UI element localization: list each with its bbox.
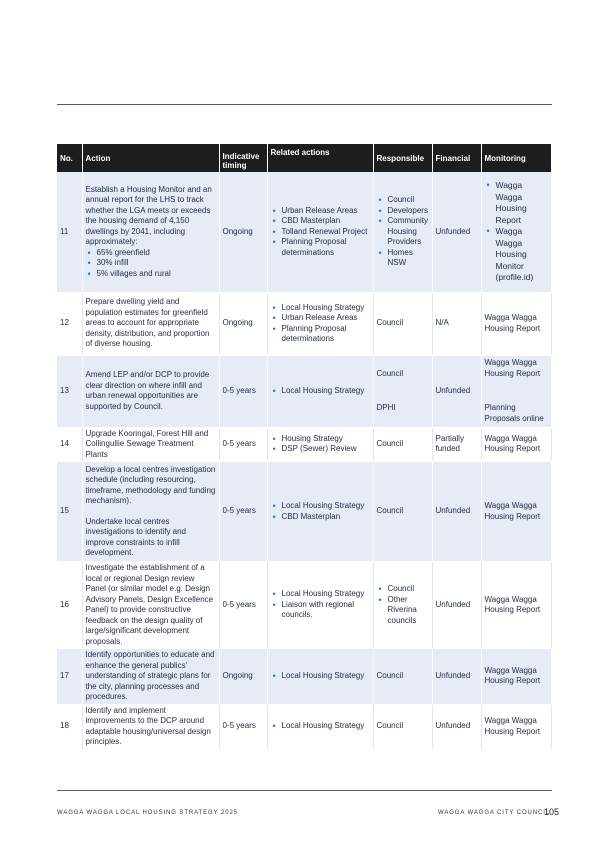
- list-item: • Local Housing Strategy: [282, 303, 370, 314]
- timing-cell: 0-5 years: [219, 355, 267, 427]
- header-monitoring: Monitoring: [481, 144, 551, 172]
- responsible-secondary: DPHI: [376, 403, 396, 412]
- related-cell: [267, 355, 373, 427]
- monitoring-cell: [481, 172, 551, 292]
- related-cell: [267, 649, 373, 705]
- timing-cell: Ongoing: [219, 172, 267, 292]
- list-item: • Urban Release Areas: [282, 206, 370, 217]
- action-cell: [82, 172, 219, 292]
- responsible-cell: Council: [373, 704, 432, 749]
- list-item: • Tolland Renewal Project: [282, 227, 370, 238]
- row-number: 11: [57, 172, 82, 292]
- monitoring-cell: Wagga Wagga Housing Report: [481, 704, 551, 749]
- list-item: • Local Housing Strategy: [282, 589, 370, 600]
- action-cell: Prepare dwelling yield and population estimates for greenfield areas to account for appropriate density, distribution, and proportion of diverse housing.: [82, 292, 219, 355]
- list-item: • Local Housing Strategy: [282, 386, 370, 397]
- table-row: [57, 355, 551, 427]
- action-cell: Investigate the establishment of a local or regional Design review Panel (or similar model e.g. Design Advisory Panels, Design Excellence Panel) to provide constructive feedback on the design quality of large/significant development proposals.: [82, 562, 219, 649]
- table-header-row: [57, 144, 551, 172]
- row-number: 14: [57, 427, 82, 462]
- responsible-primary: Council: [376, 368, 404, 378]
- action-bullets: [86, 248, 216, 280]
- list-item: • 5% villages and rural: [97, 269, 216, 280]
- top-rule: [57, 104, 552, 105]
- header-financial: Financial: [432, 144, 481, 172]
- header-timing: Indicative timing: [219, 144, 267, 172]
- financial-cell: Unfunded: [432, 172, 481, 292]
- related-cell: [267, 427, 373, 462]
- list-item: • 30% infill: [97, 258, 216, 269]
- list-item: • 65% greenfield: [97, 248, 216, 259]
- list-item: • CBD Masterplan: [282, 216, 370, 227]
- row-number: 15: [57, 462, 82, 562]
- list-item: • Planning Proposal determinations: [282, 237, 370, 258]
- timing-cell: 0-5 years: [219, 562, 267, 649]
- list-item: • Developers: [388, 206, 429, 217]
- table-row: [57, 462, 551, 562]
- monitoring-cell: [481, 355, 551, 427]
- responsible-cell: Council: [373, 649, 432, 705]
- responsible-cell: [373, 562, 432, 649]
- list-item: • Local Housing Strategy: [282, 721, 370, 732]
- bottom-rule: [57, 790, 552, 791]
- action-text-secondary: Undertake local centres investigations to identify and improve constraints to infill development.: [85, 516, 187, 557]
- list-item: • CBD Masterplan: [282, 512, 370, 523]
- list-item: • Urban Release Areas: [282, 313, 370, 324]
- monitoring-cell: Wagga Wagga Housing Report: [481, 649, 551, 705]
- list-item: • Local Housing Strategy: [282, 501, 370, 512]
- list-item: • Homes NSW: [388, 248, 429, 269]
- row-number: 17: [57, 649, 82, 705]
- list-item: • Council: [388, 584, 429, 595]
- financial-cell: Unfunded: [432, 562, 481, 649]
- monitoring-primary: Wagga Wagga Housing Report: [484, 358, 541, 378]
- action-cell: [82, 462, 219, 562]
- related-cell: [267, 292, 373, 355]
- table-row: [57, 292, 551, 355]
- monitoring-cell: Wagga Wagga Housing Report: [481, 292, 551, 355]
- timing-cell: Ongoing: [219, 292, 267, 355]
- row-number: 18: [57, 704, 82, 749]
- action-text: Develop a local centres investigation schedule (including resourcing, timeframe, methodology and funding mechanism).: [85, 464, 216, 505]
- header-action: Action: [82, 144, 219, 172]
- monitoring-secondary: Planning Proposals online: [484, 403, 544, 423]
- related-cell: [267, 562, 373, 649]
- action-cell: Upgrade Kooringal, Forest Hill and Collingullie Sewage Treatment Plants: [82, 427, 219, 462]
- list-item: • Local Housing Strategy: [282, 671, 370, 682]
- action-cell: Identify opportunities to educate and enhance the general publics' understanding of strategic plans for the city, planning processes and procedures.: [82, 649, 219, 705]
- financial-cell: Unfunded: [432, 355, 481, 427]
- table-row: [57, 649, 551, 705]
- timing-cell: 0-5 years: [219, 427, 267, 462]
- header-no: No.: [57, 144, 82, 172]
- responsible-cell: Council: [373, 462, 432, 562]
- list-item: • DSP (Sewer) Review: [282, 444, 370, 455]
- footer-document-title: WAGGA WAGGA LOCAL HOUSING STRATEGY 2025: [57, 810, 238, 816]
- list-item: • Community Housing Providers: [388, 216, 429, 248]
- list-item: • Liaison with regional councils.: [282, 600, 370, 621]
- action-cell: Amend LEP and/or DCP to provide clear direction on where infill and urban renewal opportunities are supported by Council.: [82, 355, 219, 427]
- footer-organisation: WAGGA WAGGA CITY COUNCIL: [438, 810, 551, 816]
- table-row: [57, 427, 551, 462]
- table-row: [57, 704, 551, 749]
- list-item: • Council: [388, 195, 429, 206]
- financial-cell: Unfunded: [432, 649, 481, 705]
- table-row: [57, 562, 551, 649]
- responsible-cell: Council: [373, 427, 432, 462]
- timing-cell: 0-5 years: [219, 462, 267, 562]
- financial-cell: Unfunded: [432, 462, 481, 562]
- table-row: [57, 172, 551, 292]
- action-text: Establish a Housing Monitor and an annual report for the LHS to track whether the LGA meets or exceeds the housing demand of 4,150 dwellings by 2041, including approximately:: [85, 184, 212, 246]
- list-item: • Other Riverina councils: [388, 595, 429, 627]
- related-cell: [267, 704, 373, 749]
- page-number: 105: [544, 807, 560, 817]
- list-item: • Planning Proposal determinations: [282, 324, 370, 345]
- row-number: 12: [57, 292, 82, 355]
- responsible-cell: [373, 172, 432, 292]
- monitoring-cell: Wagga Wagga Housing Report: [481, 427, 551, 462]
- list-item: • Wagga Wagga Housing Monitor (profile.id): [496, 226, 548, 284]
- timing-cell: 0-5 years: [219, 704, 267, 749]
- row-number: 13: [57, 355, 82, 427]
- financial-cell: N/A: [432, 292, 481, 355]
- list-item: • Housing Strategy: [282, 434, 370, 445]
- related-cell: [267, 172, 373, 292]
- financial-cell: Unfunded: [432, 704, 481, 749]
- action-plan-table: [57, 144, 552, 750]
- list-item: • Wagga Wagga Housing Report: [496, 180, 548, 226]
- header-responsible: Responsible: [373, 144, 432, 172]
- timing-cell: Ongoing: [219, 649, 267, 705]
- row-number: 16: [57, 562, 82, 649]
- header-related-actions: Related actions: [267, 144, 373, 172]
- monitoring-cell: Wagga Wagga Housing Report: [481, 562, 551, 649]
- responsible-cell: [373, 355, 432, 427]
- financial-cell: Partially funded: [432, 427, 481, 462]
- related-cell: [267, 462, 373, 562]
- responsible-cell: Council: [373, 292, 432, 355]
- monitoring-cell: Wagga Wagga Housing Report: [481, 462, 551, 562]
- action-cell: Identify and implement improvements to the DCP around adaptable housing/universal design principles.: [82, 704, 219, 749]
